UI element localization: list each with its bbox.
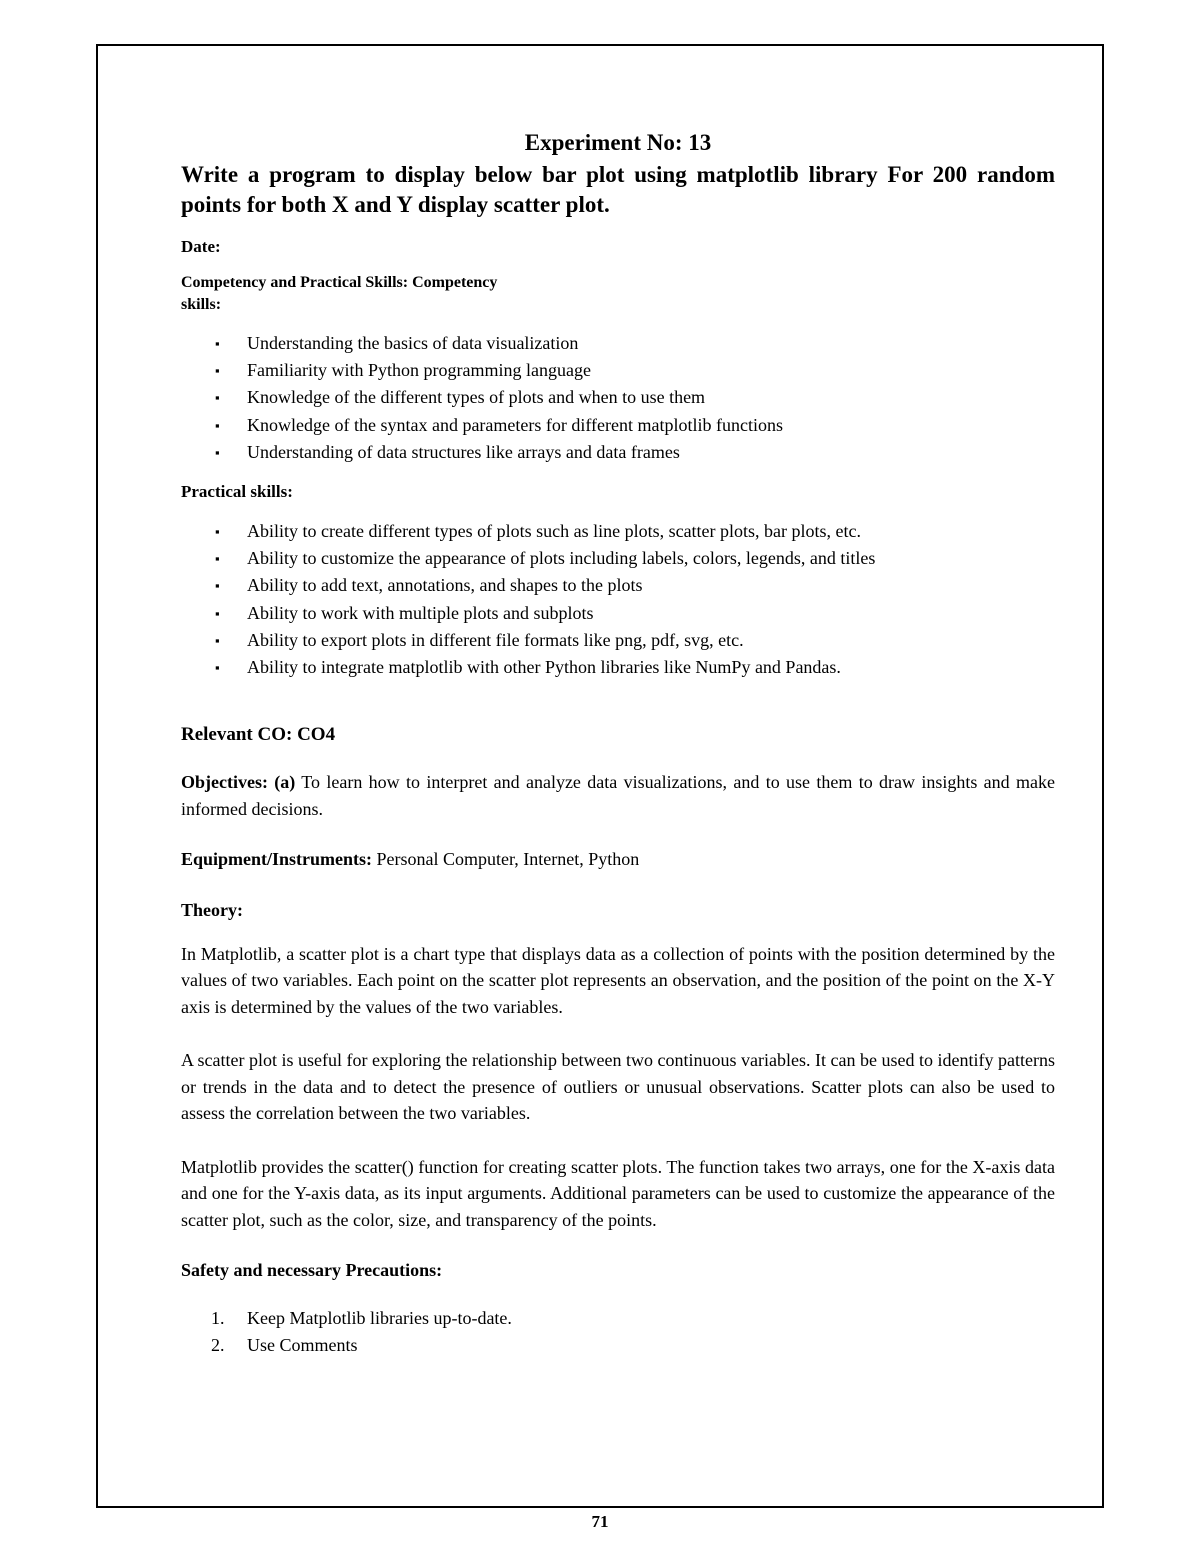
document-content — [181, 128, 1055, 1359]
list-item: ▪ Ability to work with multiple plots and subplots — [215, 600, 1055, 627]
list-item — [211, 1305, 1055, 1332]
objectives-label: Objectives: (a) — [181, 772, 296, 793]
theory-paragraph: Matplotlib provides the scatter() function for creating scatter plots. The function takes two arrays, one for the X-axis data and one for the Y-axis data, as its input arguments. Additional parameters can be used to customize the appearance of the scatter plot, such as the color, size, and transparency of the points. — [181, 1156, 1055, 1230]
safety-list — [181, 1305, 1055, 1359]
objectives-text: To learn how to interpret and analyze data visualizations, and to use them to draw insights and make informed decisions. — [181, 772, 1055, 819]
practical-skills-list — [181, 518, 1055, 681]
date-label: Date: — [181, 237, 221, 256]
experiment-number: Experiment No: 13 — [524, 130, 712, 155]
competency-heading — [181, 272, 1055, 316]
practical-skills-heading: Practical skills: — [181, 482, 293, 502]
list-item: ▪ Knowledge of the different types of plots and when to use them — [215, 384, 1055, 411]
competency-heading-line2: skills: — [181, 296, 222, 313]
theory-heading: Theory: — [181, 899, 243, 920]
list-number: 1. — [211, 1308, 225, 1329]
list-number: 2. — [211, 1335, 225, 1356]
safety-heading: Safety and necessary Precautions: — [181, 1260, 443, 1281]
theory-paragraph: A scatter plot is useful for exploring the relationship between two continuous variables. It can be used to identify patterns or trends in the data and to detect the presence of outliers or unusual observations. Scatter plots can also be used to assess the correlation between the two variables. — [181, 1050, 1055, 1124]
equipment-label: Equipment/Instruments: — [181, 849, 373, 870]
page-number: 71 — [591, 1512, 609, 1531]
list-item: ▪ Ability to integrate matplotlib with other Python libraries like NumPy and Pandas. — [215, 654, 1055, 681]
list-item: ▪ Understanding of data structures like arrays and data frames — [215, 439, 1055, 466]
competency-list — [181, 330, 1055, 466]
equipment — [181, 846, 1055, 873]
experiment-title: Write a program to display below bar plot using matplotlib library For 200 random points for both X and Y display scatter plot. — [181, 162, 1055, 217]
relevant-co: Relevant CO: CO4 — [181, 724, 336, 746]
list-text: Use Comments — [247, 1335, 358, 1356]
list-item: ▪ Ability to customize the appearance of plots including labels, colors, legends, and titles — [215, 545, 1055, 572]
list-item: ▪ Understanding the basics of data visualization — [215, 330, 1055, 357]
list-item: ▪ Familiarity with Python programming language — [215, 357, 1055, 384]
list-item: ▪ Ability to create different types of plots such as line plots, scatter plots, bar plots, etc. — [215, 518, 1055, 545]
list-item — [211, 1332, 1055, 1359]
list-item: ▪ Ability to add text, annotations, and shapes to the plots — [215, 572, 1055, 599]
competency-heading-line1: Competency and Practical Skills: Competency — [181, 274, 498, 291]
objectives — [181, 769, 1055, 822]
list-item: ▪ Knowledge of the syntax and parameters for different matplotlib functions — [215, 412, 1055, 439]
theory-paragraph: In Matplotlib, a scatter plot is a chart type that displays data as a collection of points with the position determined by the values of two variables. Each point on the scatter plot represents an observation, and the position of the point on the X-Y axis is determined by the values of the two variables. — [181, 943, 1055, 1017]
equipment-text: Personal Computer, Internet, Python — [372, 849, 640, 870]
list-text: Keep Matplotlib libraries up-to-date. — [247, 1308, 512, 1329]
list-item: ▪ Ability to export plots in different file formats like png, pdf, svg, etc. — [215, 627, 1055, 654]
